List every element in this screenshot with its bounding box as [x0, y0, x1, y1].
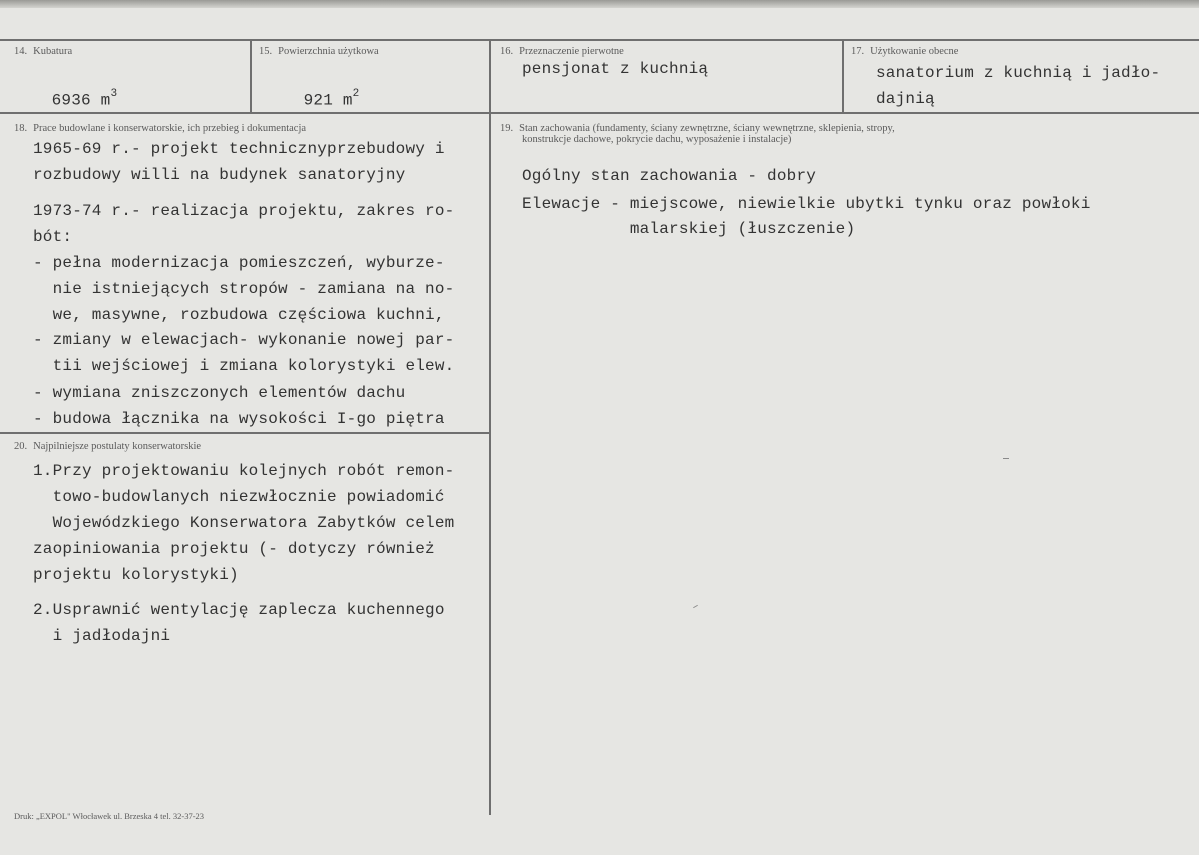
stan-line: malarskiej (łuszczenie) — [522, 220, 856, 238]
field-label: Użytkowanie obecne — [870, 46, 959, 57]
prace-line: - budowa łącznika na wysokości I-go piętra — [33, 410, 445, 428]
field-number: 18. — [14, 123, 28, 134]
field-label: Stan zachowania (fundamenty, ściany zewnętrzne, ściany wewnętrzne, sklepienia, stropy, — [519, 123, 895, 134]
rule-v-16-17 — [842, 39, 844, 113]
unit-exponent: 2 — [352, 88, 360, 100]
rule-v-15-16 — [489, 39, 491, 815]
unit-exponent: 3 — [110, 88, 118, 100]
value-uzytkowanie-line: dajnią — [876, 90, 935, 108]
field-number: 17. — [851, 46, 865, 57]
label-kubatura — [14, 46, 72, 58]
rule-row1-bottom — [0, 112, 1199, 114]
prace-line: we, masywne, rozbudowa częściowa kuchni, — [33, 306, 445, 324]
label-przeznaczenie — [500, 46, 624, 58]
postulaty-line: 1.Przy projektowaniu kolejnych robót remon- — [33, 462, 455, 480]
field-label: Najpilniejsze postulaty konserwatorskie — [33, 441, 202, 452]
prace-line: tii wejściowej i zmiana kolorystyki elew. — [33, 357, 455, 375]
value: 6936 — [51, 91, 91, 110]
label-postulaty — [14, 441, 201, 453]
prace-line: 1973-74 r.- realizacja projektu, zakres ro- — [33, 202, 455, 220]
postulaty-line: towo-budowlanych niezwłocznie powiadomić — [33, 488, 445, 506]
field-number: 20. — [14, 441, 28, 452]
stan-line: Ogólny stan zachowania - dobry — [522, 167, 817, 185]
rule-v-14-15 — [250, 39, 252, 113]
prace-line: 1965-69 r.- projekt technicznyprzebudowy i — [33, 140, 445, 158]
field-label: Przeznaczenie pierwotne — [519, 46, 624, 57]
field-label: Powierzchnia użytkowa — [278, 46, 379, 57]
field-number: 15. — [259, 46, 273, 57]
rule-18-bottom — [0, 432, 490, 434]
prace-line: - pełna modernizacja pomieszczeń, wyburze- — [33, 254, 445, 272]
paper-speck — [1003, 458, 1009, 459]
paper-speck — [693, 605, 698, 608]
postulaty-line: i jadłodajni — [33, 627, 171, 645]
prace-line: nie istniejących stropów - zamiana na no- — [33, 280, 455, 298]
top-edge — [0, 0, 1199, 8]
postulaty-line: projektu kolorystyki) — [33, 566, 239, 584]
postulaty-line: Wojewódzkiego Konserwatora Zabytków celem — [33, 514, 455, 532]
field-number: 16. — [500, 46, 514, 57]
field-label: Kubatura — [33, 46, 73, 57]
printer-imprint: Druk: „EXPOL" Włocławek ul. Brzeska 4 tel. 32-37-23 — [14, 811, 205, 821]
field-number: 14. — [14, 46, 28, 57]
postulaty-line: 2.Usprawnić wentylację zaplecza kuchennego — [33, 601, 445, 619]
prace-line: rozbudowy willi na budynek sanatoryjny — [33, 166, 406, 184]
label-powierzchnia — [259, 46, 379, 58]
value-uzytkowanie-line: sanatorium z kuchnią i jadło- — [876, 64, 1161, 82]
field-label: Prace budowlane i konserwatorskie, ich przebieg i dokumentacja — [33, 123, 307, 134]
value-przeznaczenie: pensjonat z kuchnią — [522, 60, 709, 78]
value-kubatura — [32, 72, 117, 109]
prace-line: bót: — [33, 228, 73, 246]
field-number: 19. — [500, 123, 514, 134]
unit: m — [342, 91, 353, 110]
stan-line: Elewacje - miejscowe, niewielkie ubytki tynku oraz powłoki — [522, 195, 1091, 213]
postulaty-line: zaopiniowania projektu (- dotyczy również — [33, 540, 435, 558]
value-powierzchnia — [284, 72, 359, 109]
prace-line: - zmiany w elewacjach- wykonanie nowej par- — [33, 331, 455, 349]
rule-top — [0, 39, 1199, 41]
label-prace-budowlane — [14, 123, 306, 135]
value: 921 — [303, 91, 334, 110]
label-uzytkowanie — [851, 46, 958, 58]
unit: m — [100, 91, 111, 110]
label-stan-zachowania-cont: konstrukcje dachowe, pokrycie dachu, wyposażenie i instalacje) — [522, 134, 792, 145]
prace-line: - wymiana zniszczonych elementów dachu — [33, 384, 406, 402]
